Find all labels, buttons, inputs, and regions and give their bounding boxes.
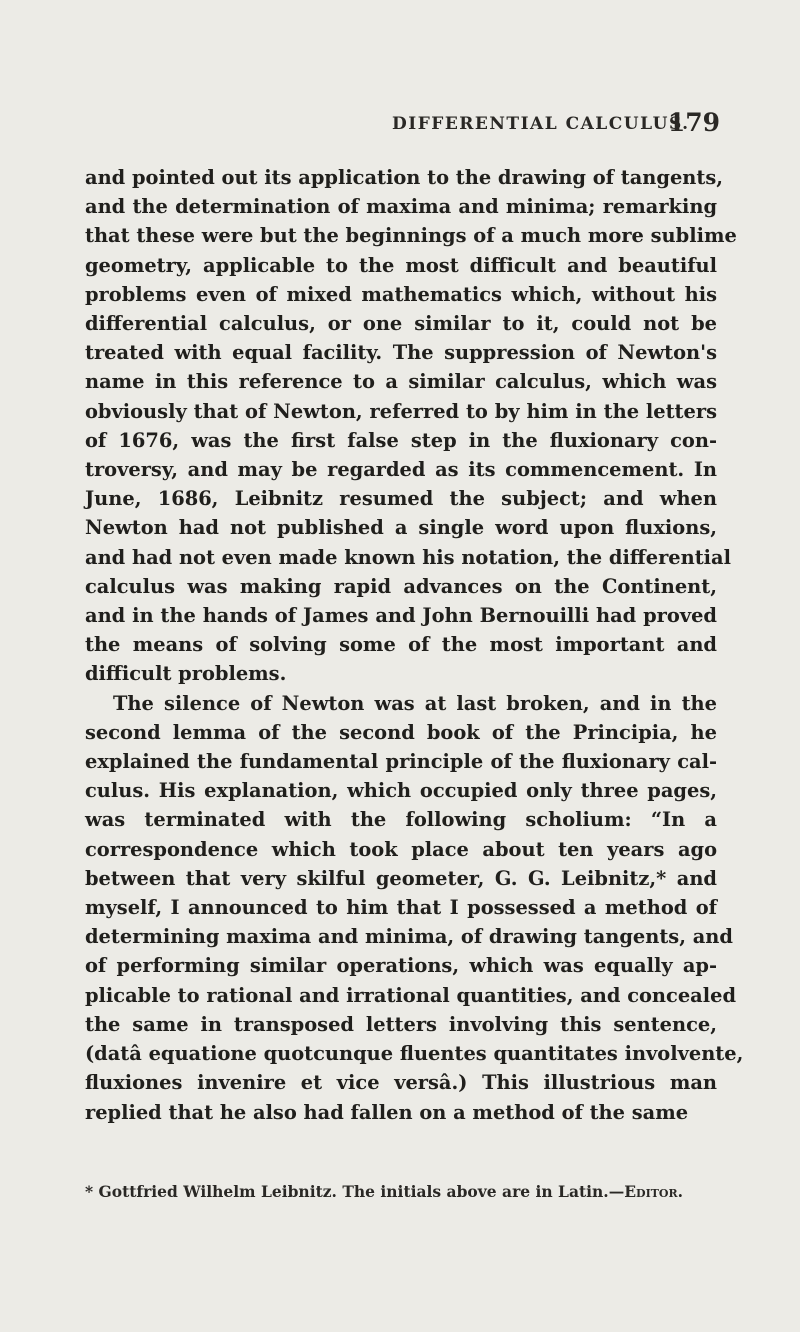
text-line: and had not even made known his notation, the differential (85, 545, 731, 569)
paragraph-2 (85, 689, 744, 1127)
text-line: problems even of mixed mathematics which, without his (85, 282, 717, 306)
text-line: explained the fundamental principle of the fluxionary cal- (85, 750, 717, 774)
text-line: between that very skilful geometer, G. G. Leibnitz,* and (85, 866, 717, 890)
text-line: and the determination of maxima and minima; remarking (85, 195, 717, 219)
text-line: obviously that of Newton, referred to by him in the letters (85, 399, 717, 423)
text-line: calculus was making rapid advances on the Continent, (85, 574, 717, 598)
text-line: second lemma of the second book of the Principia, he (85, 720, 717, 744)
footnote-signature: Editor. (624, 1182, 684, 1201)
body-text (85, 163, 744, 1127)
text-line: name in this reference to a similar calculus, which was (85, 370, 717, 394)
text-line: that these were but the beginnings of a much more sublime (85, 224, 737, 248)
text-line: fluxiones invenire et vice versâ.) This illustrious man (85, 1071, 717, 1095)
text-line: of 1676, was the first false step in the fluxionary con- (85, 428, 717, 452)
text-line: the means of solving some of the most important and (85, 633, 717, 657)
text-line: was terminated with the following scholium: “In a (85, 808, 717, 832)
text-line: (datâ equatione quotcunque fluentes quantitates involvente, (85, 1042, 744, 1066)
text-line: The silence of Newton was at last broken, and in the (113, 691, 717, 715)
footnote-text: * Gottfried Wilhelm Leibnitz. The initials above are in Latin.— (85, 1182, 625, 1201)
text-line: myself, I announced to him that I possessed a method of (85, 896, 717, 920)
text-line: troversy, and may be regarded as its commencement. In (85, 458, 717, 482)
text-line: Newton had not published a single word upon fluxions, (85, 516, 717, 540)
text-line: replied that he also had fallen on a method of the same (85, 1100, 689, 1124)
text-line: the same in transposed letters involving this sentence, (85, 1012, 717, 1036)
text-line: plicable to rational and irrational quantities, and concealed (85, 983, 736, 1007)
text-line: and pointed out its application to the drawing of tangents, (85, 166, 723, 189)
text-line: difficult problems. (85, 662, 287, 686)
text-line: determining maxima and minima, of drawing tangents, and (85, 925, 733, 949)
text-line: geometry, applicable to the most difficult and beautiful (85, 253, 717, 277)
paragraph-1 (85, 163, 737, 689)
text-line: of performing similar operations, which was equally ap- (85, 954, 717, 978)
text-line: culus. His explanation, which occupied only three pages, (85, 779, 717, 803)
text-line: treated with equal facility. The suppression of Newton's (85, 341, 717, 365)
footnote (85, 1182, 717, 1202)
running-title: DIFFERENTIAL CALCULUS. (392, 114, 690, 134)
text-line: June, 1686, Leibnitz resumed the subject; and when (85, 487, 717, 511)
page-number: 179 (667, 108, 720, 137)
text-line: correspondence which took place about ten years ago (85, 837, 717, 861)
running-head (170, 108, 720, 142)
text-line: differential calculus, or one similar to it, could not be (85, 312, 717, 336)
text-line: and in the hands of James and John Bernouilli had proved (85, 604, 717, 628)
